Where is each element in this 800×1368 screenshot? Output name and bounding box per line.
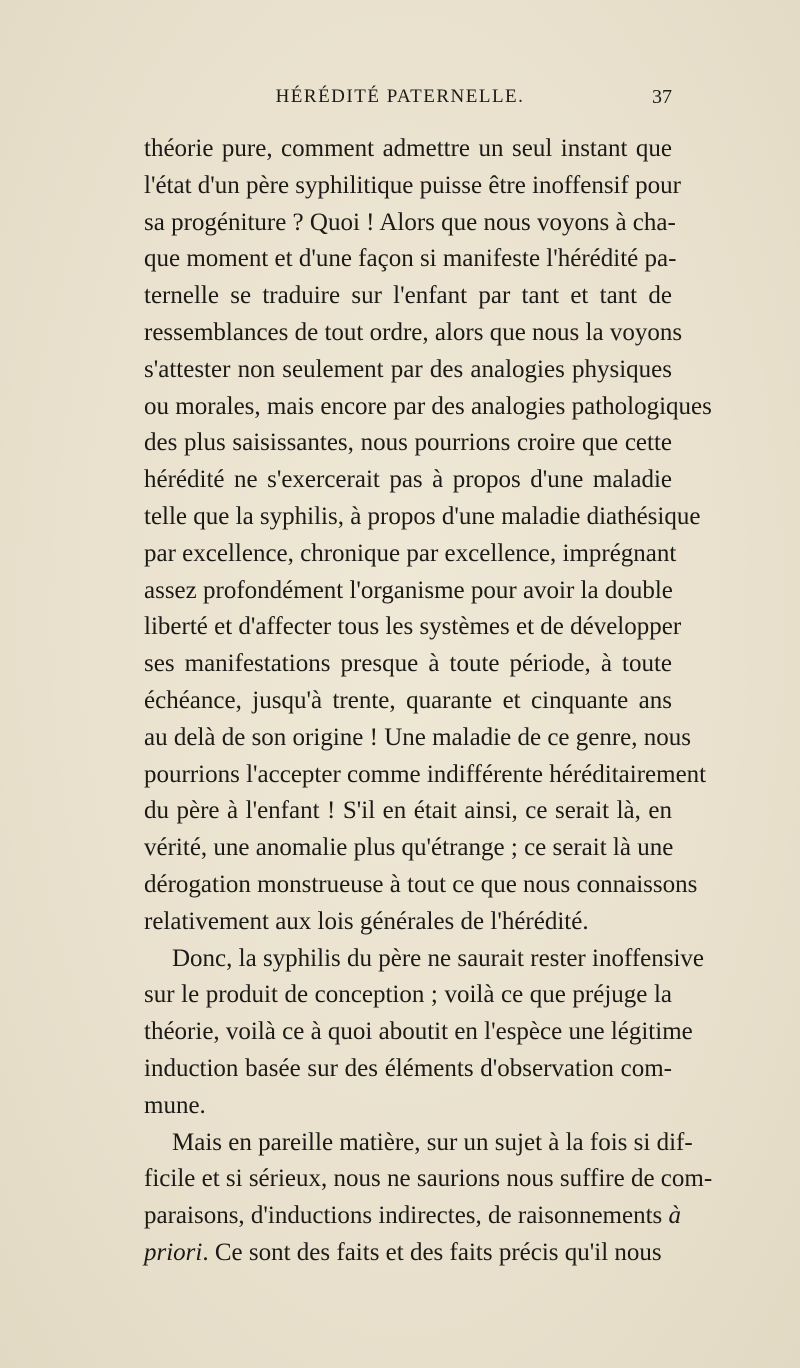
text-line: hérédité ne s'exercerait pas à propos d'une maladie xyxy=(144,466,672,494)
page-header xyxy=(0,86,800,112)
paragraph-start-line: Mais en pareille matière, sur un sujet à la fois si dif- xyxy=(172,1128,693,1156)
text-line: induction basée sur des éléments d'observation com- xyxy=(144,1054,672,1082)
text-line: ternelle se traduire sur l'enfant par tant et tant de xyxy=(144,282,672,310)
text-line: que moment et d'une façon si manifeste l'hérédité pa- xyxy=(144,245,677,273)
text-line: théorie pure, comment admettre un seul instant que xyxy=(144,135,672,162)
text-line-with-italic xyxy=(144,1198,682,1235)
text-segment: paraisons, d'inductions indirectes, de raisonnements xyxy=(144,1202,663,1230)
text-line: mune. xyxy=(144,1091,206,1119)
text-line: pourrions l'accepter comme indifférente héréditairement xyxy=(144,760,707,788)
text-line: l'état d'un père syphilitique puisse être inoffensif pour xyxy=(144,171,681,199)
text-line: telle que la syphilis, à propos d'une maladie diathésique xyxy=(144,502,701,530)
body-text xyxy=(144,131,713,1272)
text-line: théorie, voilà ce à quoi aboutit en l'espèce une légitime xyxy=(144,1018,693,1046)
text-line: sa progéniture ? Quoi ! Alors que nous voyons à cha- xyxy=(144,208,676,236)
text-line: ses manifestations presque à toute période, à toute xyxy=(144,650,672,678)
running-title: HÉRÉDITÉ PATERNELLE. xyxy=(275,86,525,107)
text-line: vérité, une anomalie plus qu'étrange ; ce serait là une xyxy=(144,834,674,862)
text-line: sur le produit de conception ; voilà ce que préjuge la xyxy=(144,981,672,1009)
text-line: relativement aux lois générales de l'hérédité. xyxy=(144,907,589,935)
text-line: dérogation monstrueuse à tout ce que nous connaissons xyxy=(144,870,698,898)
text-line: s'attester non seulement par des analogies physiques xyxy=(144,355,672,383)
text-segment: . Ce sont des faits et des faits précis qu'il nous xyxy=(202,1238,662,1266)
page-number: 37 xyxy=(652,86,672,108)
text-line: du père à l'enfant ! S'il en était ainsi, ce serait là, en xyxy=(144,797,672,825)
italic-priori: priori xyxy=(144,1238,203,1266)
text-line: ficile et si sérieux, nous ne saurions nous suffire de com- xyxy=(144,1165,713,1193)
text-line: ressemblances de tout ordre, alors que nous la voyons xyxy=(144,318,683,346)
text-line: assez profondément l'organisme pour avoir la double xyxy=(144,576,673,604)
italic-a: à xyxy=(668,1202,682,1230)
text-line: ou morales, mais encore par des analogies pathologiques xyxy=(144,392,712,420)
text-line: liberté et d'affecter tous les systèmes et de développer xyxy=(144,613,682,641)
text-line: des plus saisissantes, nous pourrions croire que cette xyxy=(144,429,672,457)
text-line-with-italic xyxy=(144,1235,672,1272)
text-line: échéance, jusqu'à trente, quarante et cinquante ans xyxy=(144,686,672,714)
text-line: au delà de son origine ! Une maladie de ce genre, nous xyxy=(144,723,692,751)
text-line: par excellence, chronique par excellence, imprégnant xyxy=(144,539,677,567)
paragraph-start-line: Donc, la syphilis du père ne saurait rester inoffensive xyxy=(172,944,705,972)
